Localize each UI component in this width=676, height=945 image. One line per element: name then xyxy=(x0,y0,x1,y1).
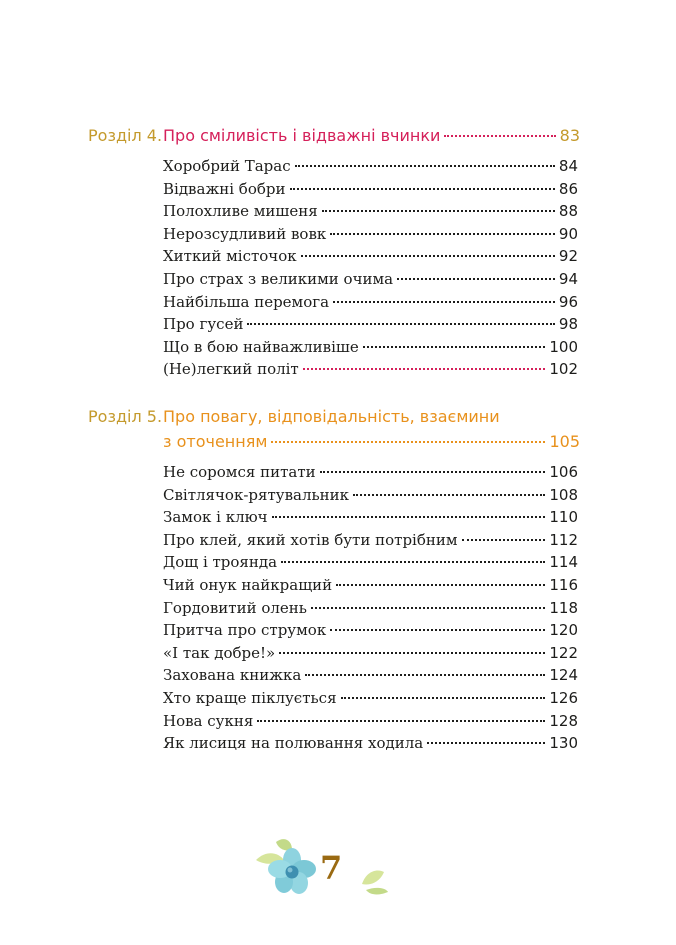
toc-entry-title: Що в бою найважливіше xyxy=(163,337,359,356)
toc-entry-page: 96 xyxy=(558,292,578,311)
toc-entry[interactable] xyxy=(163,574,578,597)
toc-entry[interactable] xyxy=(163,642,578,665)
toc-entry[interactable] xyxy=(163,336,578,359)
leaf-icon xyxy=(366,888,388,895)
toc-entry[interactable] xyxy=(163,597,578,620)
toc-entry-page: 122 xyxy=(549,643,578,662)
toc-entry-leader xyxy=(353,494,545,496)
toc-entry-page: 120 xyxy=(549,621,578,640)
toc-entry-page: 88 xyxy=(558,202,578,221)
toc-entry-leader xyxy=(397,278,555,280)
toc-entry[interactable] xyxy=(163,732,578,755)
toc-entry-title: Хиткий місточок xyxy=(163,247,297,266)
section-5-prefix: Розділ 5. xyxy=(88,407,163,426)
section-5-title-part-2: з оточенням xyxy=(163,432,268,451)
toc-entry-page: 110 xyxy=(549,508,578,527)
section-5-entries xyxy=(163,461,578,755)
toc-entry-page: 90 xyxy=(558,224,578,243)
toc-entry[interactable] xyxy=(163,551,578,574)
toc-entry[interactable] xyxy=(163,506,578,529)
toc-entry-leader xyxy=(301,255,555,257)
toc-entry-leader xyxy=(281,561,545,563)
toc-entry-page: 98 xyxy=(558,315,578,334)
toc-entry-page: 102 xyxy=(549,360,578,379)
toc-entry-title: Відважні бобри xyxy=(163,179,286,198)
toc-entry-title: Найбільша перемога xyxy=(163,292,330,311)
section-5-leader xyxy=(271,441,545,443)
toc-entry-title: Про клей, який хотів бути потрібним xyxy=(163,530,458,549)
toc-entry[interactable] xyxy=(163,484,578,507)
toc-entry[interactable] xyxy=(163,358,578,381)
toc-entry-leader xyxy=(341,697,546,699)
toc-entry-title: Нерозсудливий вовк xyxy=(163,224,327,243)
toc-entry[interactable] xyxy=(163,687,578,710)
toc-entry-title: Як лисиця на полювання ходила xyxy=(163,734,424,753)
section-4-title-line xyxy=(163,124,580,147)
section-4-prefix: Розділ 4. xyxy=(88,126,163,145)
toc-entry-leader xyxy=(427,742,545,744)
section-4-leader xyxy=(444,135,555,137)
toc-entry[interactable] xyxy=(163,155,578,178)
toc-entry-title: Світлячок-рятувальник xyxy=(163,485,350,504)
toc-entry-page: 118 xyxy=(549,598,578,617)
section-4-page: 83 xyxy=(559,126,580,145)
toc-entry-page: 92 xyxy=(558,247,578,266)
toc-entry-title: Не соромся питати xyxy=(163,463,316,481)
toc-entry-title: Дощ і троянда xyxy=(163,553,278,572)
section-5-page: 105 xyxy=(549,432,580,451)
toc-entry-page: 124 xyxy=(549,666,578,685)
toc-entry-leader xyxy=(320,471,546,473)
toc-entry-page: 84 xyxy=(558,157,578,175)
toc-entry-leader xyxy=(330,629,545,631)
toc-entry-title: Полохливе мишеня xyxy=(163,202,318,221)
toc-entry-title: Про страх з великими очима xyxy=(163,269,394,288)
section-4-entries xyxy=(163,155,578,381)
toc-entry-leader xyxy=(305,674,545,676)
toc-entry[interactable] xyxy=(163,313,578,336)
toc-entry-leader xyxy=(290,188,555,190)
toc-entry[interactable] xyxy=(163,268,578,291)
toc-entry[interactable] xyxy=(163,529,578,552)
toc-entry-page: 112 xyxy=(549,530,578,549)
toc-entry-title: Хто краще піклується xyxy=(163,688,337,707)
section-4-title: Про сміливість і відважні вчинки xyxy=(163,126,441,145)
toc-entry-page: 130 xyxy=(549,734,578,753)
toc-entry-leader xyxy=(311,607,545,609)
toc-entry-title: Чий онук найкращий xyxy=(163,575,333,594)
toc-entry-page: 100 xyxy=(549,337,578,356)
toc-entry-leader xyxy=(322,210,555,212)
toc-entry-title: Захована книжка xyxy=(163,666,302,685)
toc-entry-leader xyxy=(272,516,546,518)
toc-entry[interactable] xyxy=(163,710,578,733)
toc-entry[interactable] xyxy=(163,619,578,642)
page-footer xyxy=(254,830,404,900)
toc-entry-page: 128 xyxy=(549,711,578,730)
toc-entry-leader xyxy=(295,165,555,167)
toc-entry[interactable] xyxy=(163,291,578,314)
toc-entry-leader xyxy=(333,301,555,303)
section-5-title-part-1: Про повагу, відповідальність, взаємини xyxy=(163,407,500,426)
toc-entry-title: Нова сукня xyxy=(163,711,254,730)
toc-entry-leader xyxy=(247,323,554,325)
page-number: 7 xyxy=(320,849,343,887)
toc-entry-page: 108 xyxy=(549,485,578,504)
toc-entry[interactable] xyxy=(163,178,578,201)
toc-entry[interactable] xyxy=(163,245,578,268)
section-5-title-line-1 xyxy=(163,405,580,428)
toc-entry-leader xyxy=(336,584,545,586)
toc-entry-title: (Не)легкий політ xyxy=(163,360,299,379)
toc-entry-page: 114 xyxy=(549,553,578,572)
toc-entry[interactable] xyxy=(163,664,578,687)
toc-entry-page: 126 xyxy=(549,688,578,707)
toc-entry-leader xyxy=(303,368,546,370)
toc-entry[interactable] xyxy=(163,200,578,223)
toc-entry-title: «І так добре!» xyxy=(163,643,276,662)
toc-entry-page: 116 xyxy=(549,575,578,594)
toc-entry-leader xyxy=(257,720,545,722)
toc-entry-title: Замок і ключ xyxy=(163,508,268,527)
toc-entry-page: 106 xyxy=(549,463,578,481)
toc-entry-leader xyxy=(363,346,546,348)
toc-entry-leader xyxy=(279,652,545,654)
toc-entry-page: 94 xyxy=(558,269,578,288)
section-5-heading[interactable] xyxy=(88,405,580,451)
toc-entry-title: Хоробрий Тарас xyxy=(163,157,291,175)
toc-entry-leader xyxy=(462,539,546,541)
toc-entry-title: Притча про струмок xyxy=(163,621,327,640)
toc-entry-leader xyxy=(330,233,555,235)
toc-entry-title: Гордовитий олень xyxy=(163,598,307,617)
toc-entry[interactable] xyxy=(163,223,578,246)
leaf-icon xyxy=(362,871,384,885)
section-5-title-line-2 xyxy=(163,430,580,453)
toc-entry-title: Про гусей xyxy=(163,315,244,334)
toc-entry-page: 86 xyxy=(558,179,578,198)
toc-entry[interactable] xyxy=(163,461,578,484)
